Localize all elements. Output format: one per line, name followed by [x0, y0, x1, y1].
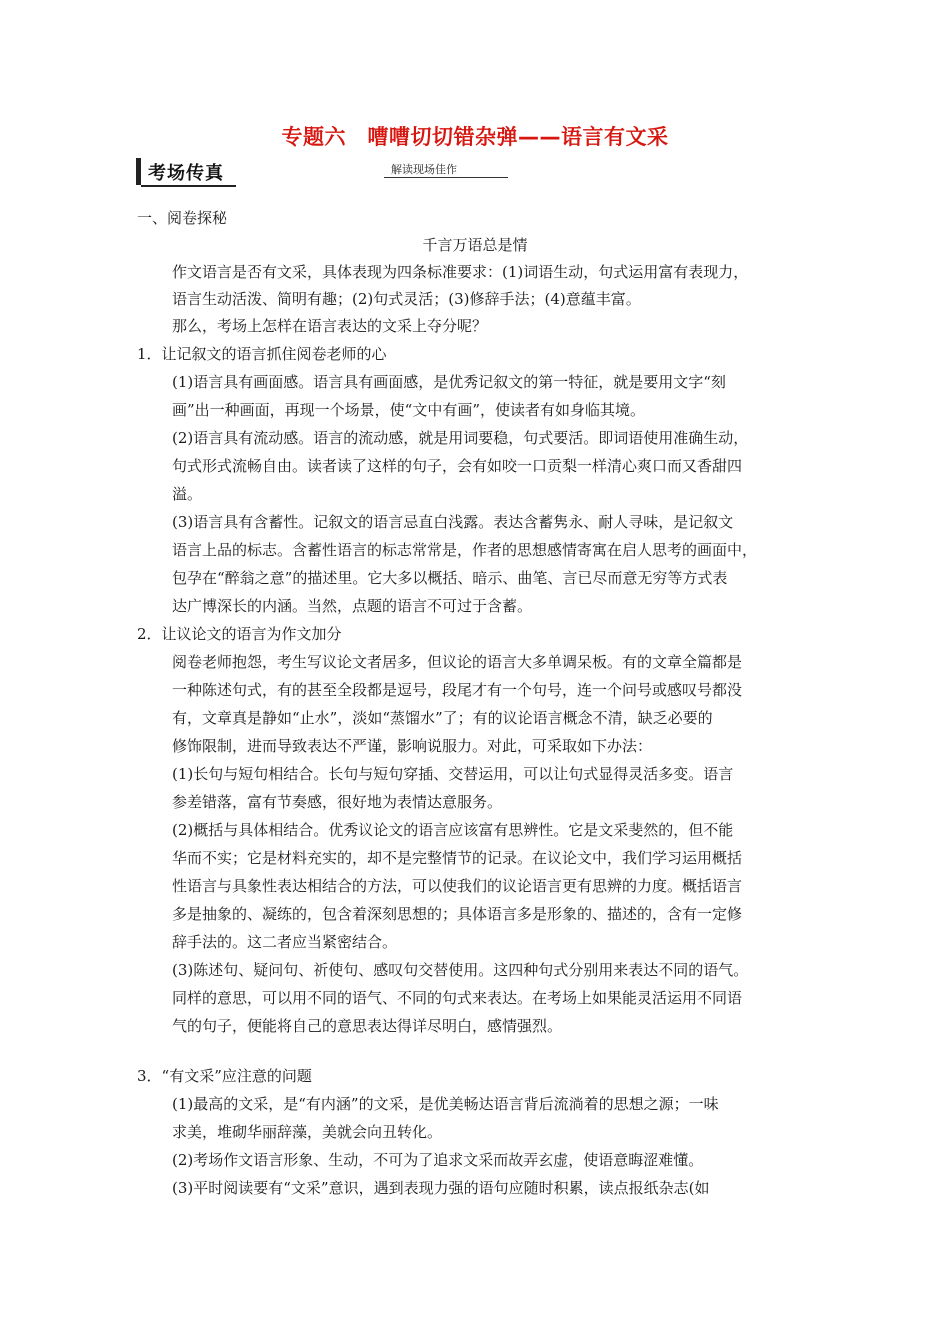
- page-title: 专题六 嘈嘈切切错杂弹——语言有文采: [281, 125, 669, 149]
- text-line: (3)语言具有含蓄性。记叙文的语言忌直白浅露。表达含蓄隽永、耐人寻味，是记叙文: [172, 513, 734, 531]
- text-line: (2)语言具有流动感。语言的流动感，就是用词要稳，句式要活。即词语使用准确生动，: [172, 429, 749, 447]
- text-line: (2)概括与具体相结合。优秀议论文的语言应该富有思辨性。它是文采斐然的，但不能: [172, 821, 734, 839]
- text-line: (1)长句与短句相结合。长句与短句穿插、交替运用，可以让句式显得灵活多变。语言: [172, 765, 734, 783]
- text-line: 有，文章真是静如“止水”，淡如“蒸馏水”了；有的议论语言概念不清，缺乏必要的: [172, 709, 713, 727]
- text-line: (1)最高的文采，是“有内涵”的文采，是优美畅达语言背后流淌着的思想之源；一味: [172, 1095, 719, 1113]
- text-line: 那么，考场上怎样在语言表达的文采上夺分呢？: [172, 317, 488, 335]
- text-line: 语言上品的标志。含蓄性语言的标志常常是，作者的思想感情寄寓在启人思考的画面中，: [172, 541, 758, 559]
- text-line: 溢。: [172, 485, 203, 503]
- text-line: 修饰限制，进而导致表达不严谨，影响说服力。对此，可采取如下办法：: [172, 737, 653, 755]
- text-line: (2)考场作文语言形象、生动，不可为了追求文采而故弄玄虚，使语意晦涩难懂。: [172, 1151, 704, 1169]
- section-heading: 2．让议论文的语言为作文加分: [137, 625, 342, 643]
- text-line: (1)语言具有画面感。语言具有画面感，是优秀记叙文的第一特征，就是要用文字“刻: [172, 373, 726, 391]
- text-line: 画”出一种画面，再现一个场景，使“文中有画”，使读者有如身临其境。: [172, 401, 646, 419]
- text-line: 同样的意思，可以用不同的语气、不同的句式来表达。在考场上如果能灵活运用不同语: [172, 989, 743, 1007]
- banner-underline: [141, 185, 236, 187]
- banner-subtitle: 解读现场佳作: [391, 163, 457, 176]
- banner-label: 考场传真: [148, 163, 224, 184]
- banner-subtitle-rule: [384, 177, 508, 178]
- text-line: 辞手法的。这二者应当紧密结合。: [172, 933, 398, 951]
- text-line: 气的句子，便能将自己的意思表达得详尽明白，感情强烈。: [172, 1017, 563, 1035]
- banner-bar: [136, 158, 141, 185]
- text-line: 华而不实；它是材料充实的，却不是完整情节的记录。在议论文中，我们学习运用概括: [172, 849, 743, 867]
- heading-1: 一、阅卷探秘: [137, 209, 228, 227]
- text-line: 作文语言是否有文采，具体表现为四条标准要求：(1)词语生动，句式运用富有表现力，: [172, 263, 749, 281]
- text-line: 句式形式流畅自由。读者读了这样的句子，会有如咬一口贡梨一样清心爽口而又香甜四: [172, 457, 743, 475]
- section-banner: [136, 155, 536, 189]
- text-line: 阅卷老师抱怨，考生写议论文者居多，但议论的语言大多单调呆板。有的文章全篇都是: [172, 653, 743, 671]
- text-line: (3)陈述句、疑问句、祈使句、感叹句交替使用。这四种句式分别用来表达不同的语气。: [172, 961, 749, 979]
- text-line: 性语言与具象性表达相结合的方法，可以使我们的议论语言更有思辨的力度。概括语言: [172, 877, 743, 895]
- text-line: 多是抽象的、凝练的，包含着深刻思想的；具体语言多是形象的、描述的，含有一定修: [172, 905, 743, 923]
- text-line: 达广博深长的内涵。当然，点题的语言不可过于含蓄。: [172, 597, 533, 615]
- text-line: 语言生动活泼、简明有趣；(2)句式灵活；(3)修辞手法；(4)意蕴丰富。: [172, 290, 641, 308]
- text-line: 一种陈述句式，有的甚至全段都是逗号，段尾才有一个句号，连一个问号或感叹号都没: [172, 681, 743, 699]
- text-line: 求美，堆砌华丽辞藻，美就会向丑转化。: [172, 1123, 443, 1141]
- text-line: 包孕在“醉翁之意”的描述里。它大多以概括、暗示、曲笔、言已尽而意无穷等方式表: [172, 569, 728, 587]
- section-heading: 3．“有文采”应注意的问题: [137, 1067, 312, 1085]
- sub-heading: 千言万语总是情: [422, 236, 528, 254]
- section-heading: 1．让记叙文的语言抓住阅卷老师的心: [137, 345, 387, 363]
- text-line: 参差错落，富有节奏感，很好地为表情达意服务。: [172, 793, 503, 811]
- text-line: (3)平时阅读要有“文采”意识，遇到表现力强的语句应随时积累，读点报纸杂志(如: [172, 1179, 710, 1197]
